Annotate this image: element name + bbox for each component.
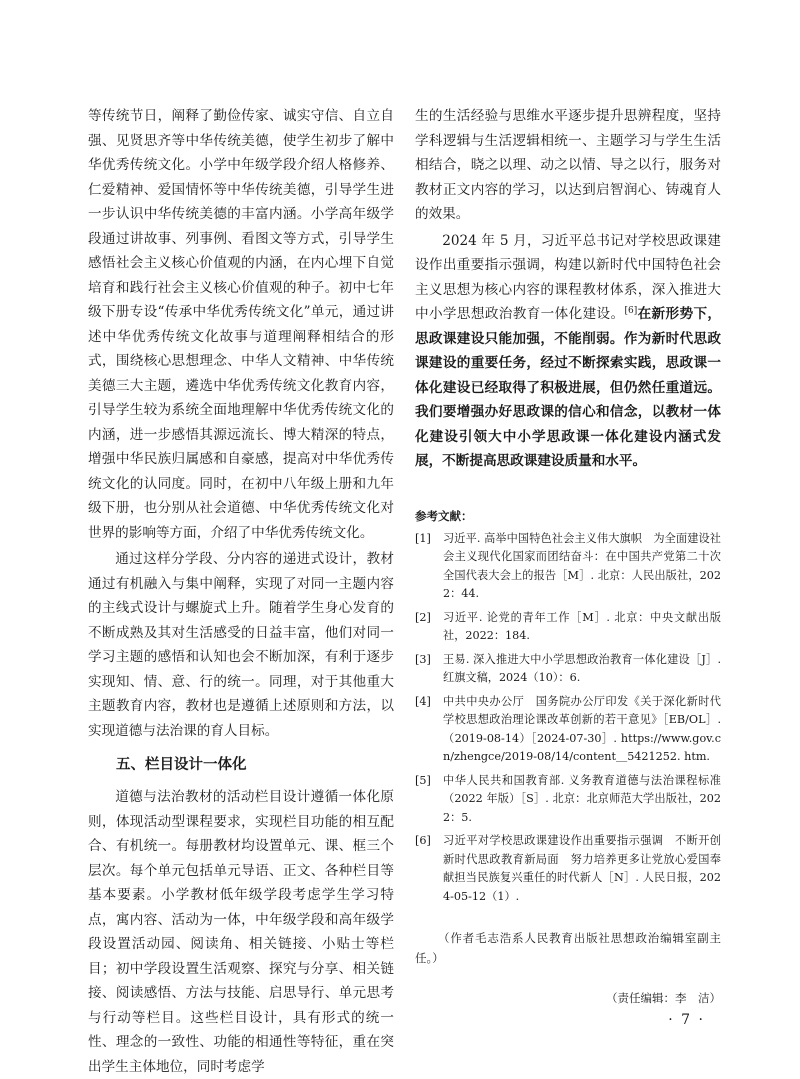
reference-item [415,772,721,828]
right-column [415,104,721,1006]
reference-number: [2] [415,610,431,624]
citation-superscript: [6] [624,306,638,316]
body-paragraph: 道德与法治教材的活动栏目设计遵循一体化原则，体现活动型课程要求，实现栏目功能的相互配合、有机统一。每册教材均设置单元、课、框三个层次。每个单元包括单元导语、正文、各种栏目等基本要素。小学教材低年级学段考虑学生学习特点，寓内容、活动为一体，中年级学段和高年级学段设置活动园、阅读角、相关链接、小贴士等栏目；初中学段设置生活观察、探究与分享、相关链接、阅读感悟、方法与技能、启思导行、单元思考与行动等栏目。这些栏目设计，具有形式的统一性、理念的一致性、功能的相通性等特征，重在突出学生主体地位，同时考虑学 [88,789,394,1075]
references-list [415,530,721,907]
page-number: · 7 · [668,1012,705,1028]
reference-item [415,530,721,604]
reference-text: 中华人民共和国教育部. 义务教育道德与法治课程标准（2022 年版）［S］. 北京：北京师范大学出版社，2022：5. [443,773,721,824]
section-heading: 五、栏目设计一体化 [116,757,247,773]
reference-text: 中共中央办公厅 国务院办公厅印发《关于深化新时代学校思想政治理论课改革创新的若干意见》［EB/OL］.（2019-08-14）［2024-07-30］. https://www.gov.cn/zhengce/2019-08/14/content＿5421252. htm. [443,694,721,763]
editor-credit: （责任编辑：李 洁） [606,991,721,1005]
body-paragraph: 生的生活经验与思维水平逐步提升思辨程度，坚持学科逻辑与生活逻辑相统一、主题学习与学生生活相结合，晓之以理、动之以情、导之以行，服务对教材正文内容的学习，以达到启智润心、铸魂育人的效果。 [415,108,721,222]
reference-item [415,651,721,688]
reference-number: [3] [415,652,431,666]
body-text: 2024 年 5 月，习近平总书记对学校思政课建设作出重要指示强调，构建以新时代中国特色社会主义思想为核心内容的课程教材体系，深入推进大中小学思想政治教育一体化建设。 [415,232,721,322]
reference-number: [6] [415,834,431,847]
reference-item [415,609,721,646]
body-paragraph [415,229,721,474]
reference-number: [1] [415,531,431,545]
body-paragraph: 等传统节日，阐释了勤俭传家、诚实守信、自立自强、见贤思齐等中华传统美德，使学生初步了解中华优秀传统文化。小学中年级学段介绍人格修养、仁爱精神、爱国情怀等中华传统美德，引导学生进一步认识中华传统美德的丰富内涵。小学高年级学段通过讲故事、列事例、看图文等方式，引导学生感悟社会主义核心价值观的内涵，在内心埋下自觉培育和践行社会主义核心价值观的种子。初中七年级下册专设“传承中华优秀传统文化”单元，通过讲述中华优秀传统文化故事与道理阐释相结合的形式，围绕核心思想理念、中华人文精神、中华传统美德三大主题，遴选中华优秀传统文化教育内容，引导学生较为系统全面地理解中华优秀传统文化的内涵，进一步感悟其源远流长、博大精深的特点，增强中华民族归属感和自豪感，提高对中华优秀传统文化的认同度。同时，在初中八年级上册和九年级下册，也分别从社会道德、中华优秀传统文化对世界的影响等方面，介绍了中华优秀传统文化。 [88,108,394,541]
reference-item [415,832,721,906]
references-title: 参考文献： [415,508,473,523]
author-note: （作者毛志浩系人民教育出版社思想政治编辑室副主任。） [415,931,721,965]
emphasis-text: 在新形势下，思政课建设只能加强，不能削弱。作为新时代思政课建设的重要任务，经过不断探索实践，思政课一体化建设已经取得了积极进展，但仍然任重道远。我们要增强办好思政课的信心和信念，以教材一体化建设引领大中小学思政课一体化建设内涵式发展，不断提高思政课建设质量和水平。 [415,306,722,469]
reference-number: [5] [415,773,431,787]
reference-text: 习近平对学校思政课建设作出重要指示强调 不断开创新时代思政教育新局面 努力培养更多让党放心爱国奉献担当民族复兴重任的时代新人［N］. 人民日报，2024-05-12（1）. [443,834,721,903]
reference-number: [4] [415,694,431,708]
left-column [88,104,394,1079]
reference-text: 王易. 深入推进大中小学思想政治教育一体化建设［J］. 红旗文稿，2024（10）：6. [443,652,721,684]
body-paragraph: 通过这样分学段、分内容的递进式设计，教材通过有机融入与集中阐释，实现了对同一主题内容的主线式设计与螺旋式上升。随着学生身心发育的不断成熟及其对生活感受的日益丰富，他们对同一学习主题的感悟和认知也会不断加深，有利于逐步实现知、情、意、行的统一。同理，对于其他重大主题教育内容，教材也是遵循上述原则和方法，以实现道德与法治课的育人目标。 [88,551,394,739]
reference-text: 习近平. 论党的青年工作［M］. 北京：中央文献出版社，2022：184. [443,610,721,642]
reference-text: 习近平. 高举中国特色社会主义伟大旗帜 为全面建设社会主义现代化国家而团结奋斗：在中国共产党第二十次全国代表大会上的报告［M］. 北京：人民出版社，2022：44. [443,531,721,600]
reference-item [415,693,721,767]
